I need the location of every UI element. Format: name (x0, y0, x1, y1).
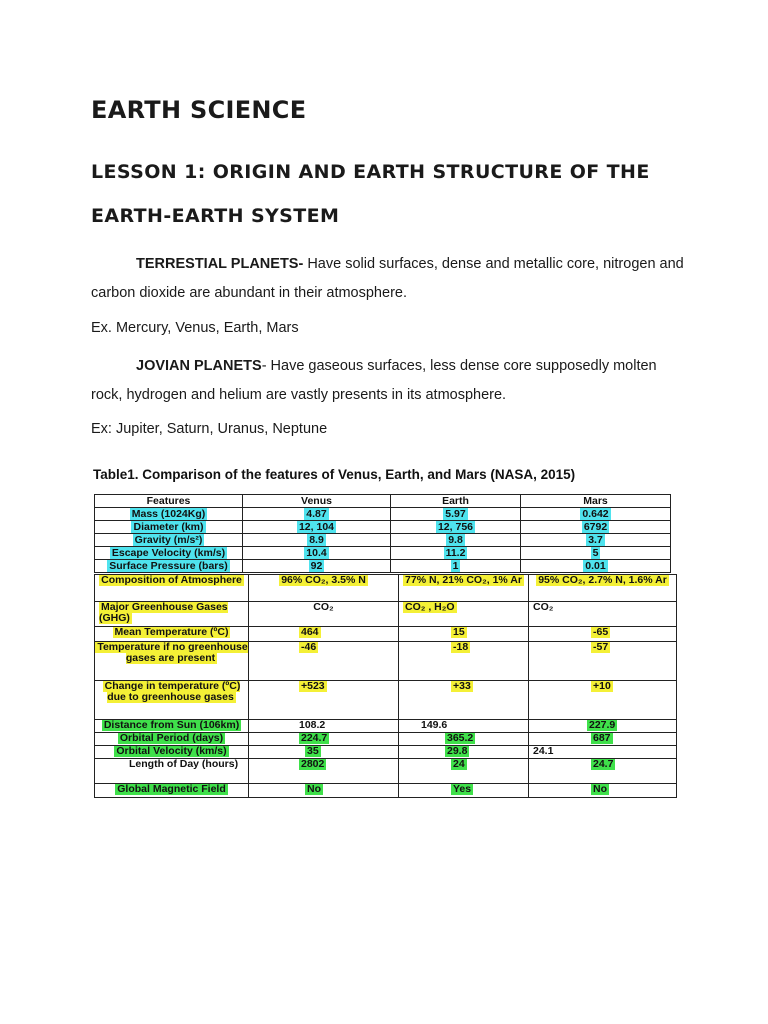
earth-value: 77% N, 21% CO₂, 1% Ar (405, 574, 522, 586)
table-row (95, 534, 671, 547)
venus-value: 96% CO₂, 3.5% N (281, 574, 366, 586)
mars-value: CO₂ (529, 602, 677, 627)
planet-features-table-upper (94, 494, 671, 573)
mars-value: 95% CO₂, 2.7% N, 1.6% Ar (538, 574, 667, 586)
mars-value: 24.7 (593, 758, 614, 770)
mars-value: 5 (592, 546, 599, 559)
feature-label: Surface Pressure (bars) (109, 559, 228, 572)
document-title: EARTH SCIENCE (91, 96, 307, 124)
jovian-paragraph (91, 352, 691, 410)
feature-label: Escape Velocity (km/s) (111, 546, 226, 559)
table-header-row (95, 495, 671, 508)
venus-value: +523 (301, 680, 325, 692)
lesson-heading-line-2: EARTH-EARTH SYSTEM (91, 205, 340, 227)
mars-value: 3.7 (588, 533, 603, 546)
table-caption: Table1. Comparison of the features of Venus, Earth, and Mars (NASA, 2015) (93, 467, 576, 482)
terrestrial-paragraph (91, 250, 691, 308)
table-row (95, 733, 677, 746)
terrestrial-text: Have solid surfaces, dense and metallic core, nitrogen and carbon dioxide are abundant in their atmosphere. (91, 256, 684, 301)
earth-value: 15 (453, 626, 465, 638)
terrestrial-example: Ex. Mercury, Venus, Earth, Mars (91, 320, 299, 336)
earth-value: 11.2 (445, 546, 466, 559)
table-row (95, 627, 677, 642)
feature-label: Composition of Atmosphere (101, 574, 242, 586)
venus-value: 464 (301, 626, 319, 638)
table-row (95, 575, 677, 602)
venus-value: 4.87 (306, 507, 327, 520)
table-row (95, 681, 677, 720)
feature-label: Mass (1024Kg) (131, 507, 206, 520)
earth-value: 1 (452, 559, 459, 572)
earth-value: 149.6 (399, 720, 529, 733)
venus-value: 8.9 (309, 533, 324, 546)
terrestrial-term: TERRESTIAL PLANETS- (136, 256, 304, 272)
earth-value: CO₂ , H₂O (405, 601, 455, 613)
mars-value: -65 (593, 626, 609, 638)
header-mars: Mars (521, 495, 671, 508)
lesson-heading-line-1: LESSON 1: ORIGIN AND EARTH STRUCTURE OF THE (91, 161, 650, 183)
venus-value: 224.7 (301, 732, 328, 744)
venus-value: 2802 (301, 758, 325, 770)
earth-value: 9.8 (448, 533, 463, 546)
jovian-term: JOVIAN PLANETS (136, 358, 262, 374)
table-row (95, 720, 677, 733)
table-row (95, 560, 671, 573)
header-earth: Earth (391, 495, 521, 508)
feature-label: Major Greenhouse Gases (GHG) (99, 601, 228, 624)
table-row (95, 759, 677, 784)
mars-value: 0.01 (585, 559, 606, 572)
mars-value: -57 (593, 641, 609, 653)
jovian-text: - Have gaseous surfaces, less dense core supposedly molten rock, hydrogen and helium are vastly presents in its atmosphere. (91, 358, 657, 403)
earth-value: 24 (453, 758, 465, 770)
venus-value: 108.2 (249, 720, 399, 733)
venus-value: No (307, 783, 321, 795)
jovian-example: Ex: Jupiter, Saturn, Uranus, Neptune (91, 421, 328, 437)
comparison-table-figure (90, 462, 680, 818)
earth-value: 29.8 (447, 745, 468, 757)
table-row (95, 602, 677, 627)
feature-label: Mean Temperature (ºC) (114, 626, 229, 638)
mars-value: 687 (593, 732, 611, 744)
venus-value: 35 (307, 745, 319, 757)
feature-label: Global Magnetic Field (117, 783, 226, 795)
mars-value: +10 (593, 680, 611, 692)
feature-label: Diameter (km) (133, 520, 204, 533)
table-row (95, 642, 677, 681)
header-features: Features (95, 495, 243, 508)
venus-value: -46 (301, 641, 317, 653)
table-row (95, 746, 677, 759)
header-venus: Venus (243, 495, 391, 508)
planet-features-table-lower (94, 574, 677, 798)
venus-value: 12, 104 (298, 520, 335, 533)
earth-value: Yes (453, 783, 472, 795)
earth-value: +33 (453, 680, 471, 692)
table-row (95, 547, 671, 560)
venus-value: CO₂ (249, 602, 399, 627)
feature-label: Change in temperature (ºC) due to greenhouse gases (104, 680, 241, 703)
feature-label: Temperature if no greenhouse gases are present (97, 641, 248, 664)
earth-value: 365.2 (447, 732, 474, 744)
mars-value: 227.9 (589, 719, 616, 731)
feature-label: Distance from Sun (106km) (103, 719, 240, 731)
feature-label: Length of Day (hours) (95, 759, 249, 784)
table-row (95, 521, 671, 534)
venus-value: 92 (310, 559, 323, 572)
table-row (95, 784, 677, 798)
feature-label: Orbital Period (days) (119, 732, 224, 744)
table-row (95, 508, 671, 521)
earth-value: -18 (453, 641, 469, 653)
feature-label: Orbital Velocity (km/s) (116, 745, 227, 757)
mars-value: 0.642 (582, 507, 609, 520)
earth-value: 12, 756 (437, 520, 474, 533)
mars-value: No (593, 783, 607, 795)
earth-value: 5.97 (445, 507, 466, 520)
mars-value: 6792 (583, 520, 608, 533)
feature-label: Gravity (m/s²) (134, 533, 203, 546)
venus-value: 10.4 (306, 546, 327, 559)
mars-value: 24.1 (529, 746, 677, 759)
